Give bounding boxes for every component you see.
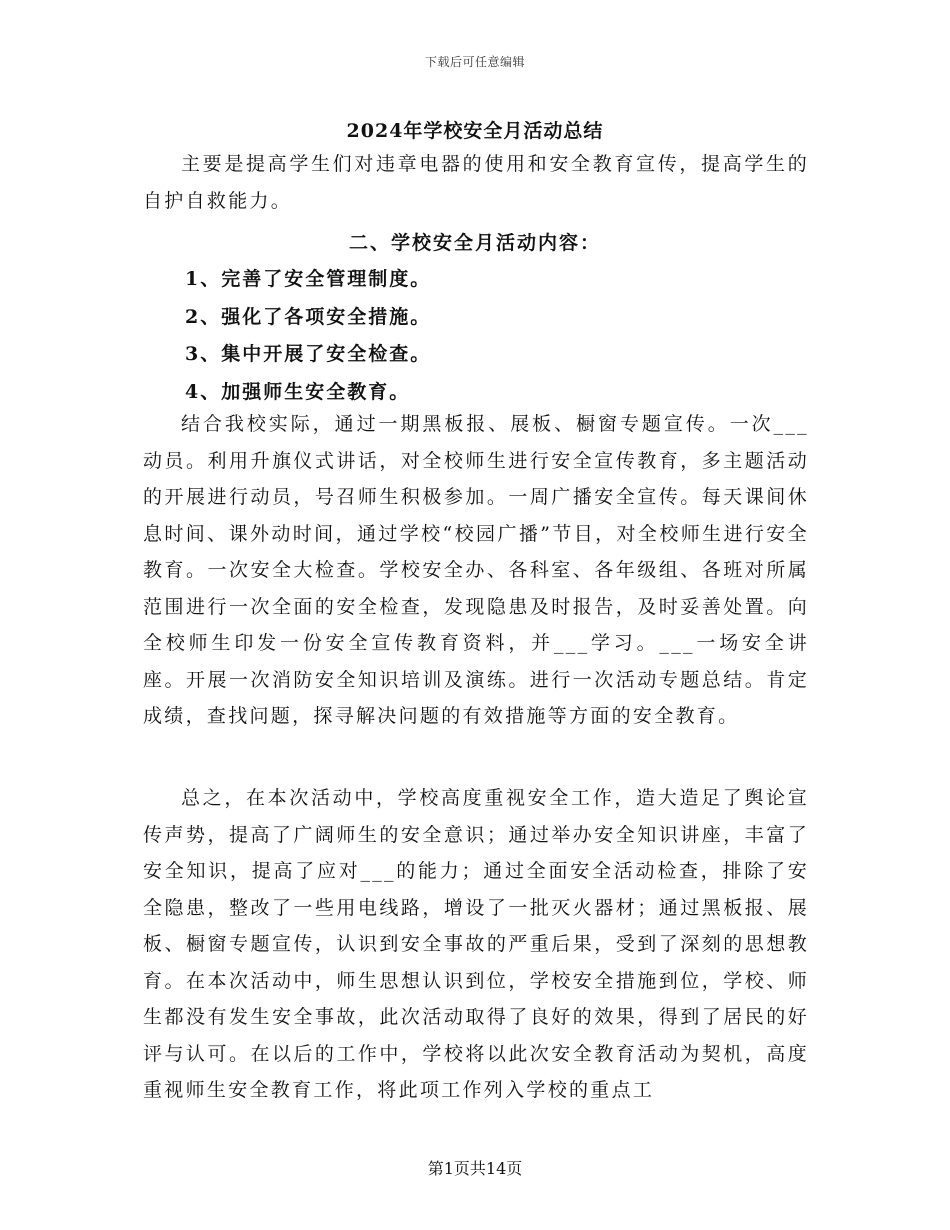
header-note: 下载后可任意编辑 [424,55,525,69]
page-footer: 第1页共14页 [427,1159,523,1178]
document-title: 2024年学校安全月活动总结 [346,120,604,142]
list-item: 1、完善了安全管理制度。 [185,268,432,290]
list-item: 4、加强师生安全教育。 [185,380,411,403]
paragraph-1: 结合我校实际，通过一期黑板报、展板、橱窗专题宣传。一次___动员。利用升旗仪式讲话，对全校师生进行安全宣传教育，多主题活动的开展进行动员，号召师生积极参加。一周广播安全宣传。每天课间休息时间、课外动时间，通过学校“校园广播”节目，对全校师生进行安全教育。一次安全大检查。学校安全办、各科室、各年级组、各班对所属范围进行一次全面的安全检查，发现隐患及时报告，及时妥善处置。向全校师生印发一份安全宣传教育资料，并___学习。___一场安全讲座。开展一次消防安全知识培训及演练。进行一次活动专题总结。肯定成绩，查找问题，探寻解决问题的有效措施等方面的安全教育。 [143,413,809,727]
paragraph-2: 总之，在本次活动中，学校高度重视安全工作，造大造足了舆论宣传声势，提高了广阔师生的安全意识；通过举办安全知识讲座，丰富了安全知识，提高了应对___的能力；通过全面安全活动检查，排除了安全隐患，整改了一些用电线路，增设了一批灭火器材；通过黑板报、展板、橱窗专题宣传，认识到安全事故的严重后果，受到了深刻的思想教育。在本次活动中，师生思想认识到位，学校安全措施到位，学校、师生都没有发生安全事故，此次活动取得了良好的效果，得到了居民的好评与认可。在以后的工作中，学校将以此次安全教育活动为契机，高度重视师生安全教育工作，将此项工作列入学校的重点工 [143,787,809,1101]
paragraph-1-block [143,406,809,735]
section-heading: 二、学校安全月活动内容： [348,232,601,254]
intro-paragraph: 主要是提高学生们对违章电器的使用和安全教育宣传，提高学生的自护自救能力。 [143,153,809,212]
paragraph-2-block [143,780,809,1109]
list-item: 2、强化了各项安全措施。 [185,305,432,328]
intro-block [143,146,809,219]
activity-list [185,261,431,411]
list-item: 3、集中开展了安全检查。 [185,343,432,365]
